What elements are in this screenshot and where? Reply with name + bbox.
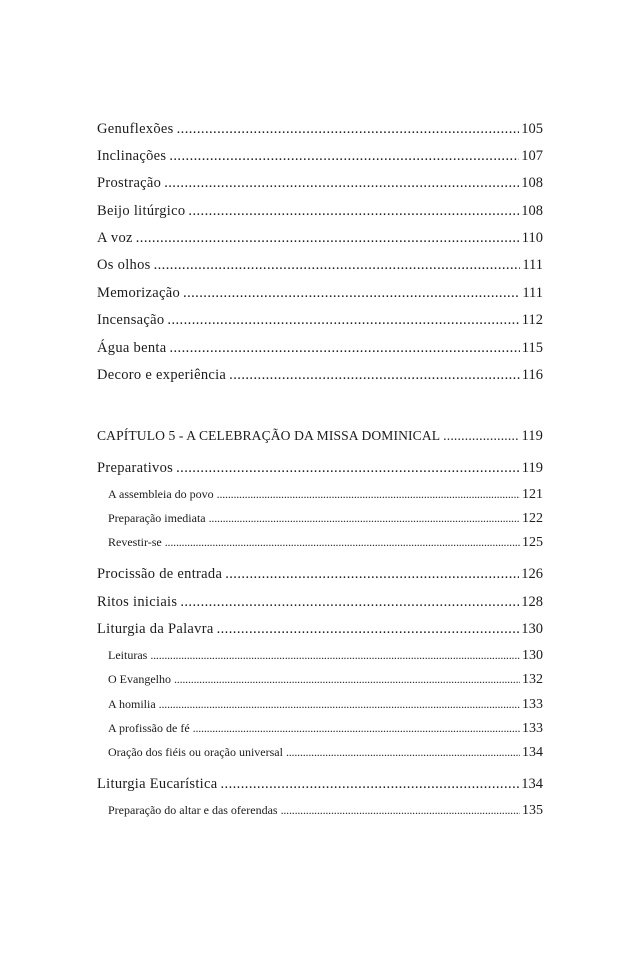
toc-subentry <box>97 511 543 527</box>
toc-subentry <box>97 535 543 551</box>
toc-subentry <box>97 721 543 737</box>
dot-leader <box>164 175 519 192</box>
dot-leader <box>154 257 521 274</box>
dot-leader <box>220 776 519 793</box>
toc-entry-page: 115 <box>521 340 543 356</box>
dot-leader <box>217 487 520 502</box>
toc-entry <box>97 594 543 611</box>
toc-entry-page: 112 <box>521 312 543 328</box>
toc-entry-title: Memorização <box>97 285 181 301</box>
toc-entry-title: Os olhos <box>97 257 151 273</box>
toc-entry-title: A assembleia do povo <box>108 487 214 501</box>
toc-entry-page: 126 <box>521 566 543 582</box>
toc-entry <box>97 776 543 793</box>
toc-entry-page: 134 <box>521 776 543 792</box>
toc-entry-page: 105 <box>521 121 543 137</box>
toc-entry-page: 108 <box>521 175 543 191</box>
toc-entry-title: Revestir-se <box>108 535 162 549</box>
toc-entry-title: Decoro e experiência <box>97 367 227 383</box>
toc-entry-page: 111 <box>522 285 543 301</box>
dot-leader <box>180 594 519 611</box>
toc-entry <box>97 460 543 477</box>
toc-entry-title: A profissão de fé <box>108 721 190 735</box>
toc-entry <box>97 203 543 220</box>
dot-leader <box>209 511 520 526</box>
chapter-title: CAPÍTULO 5 - A CELEBRAÇÃO DA MISSA DOMINICAL <box>97 428 441 443</box>
toc-entry-page: 119 <box>521 428 543 444</box>
toc-entry <box>97 121 543 138</box>
dot-leader <box>165 535 520 550</box>
toc-entry-page: 119 <box>521 460 543 476</box>
dot-leader <box>193 721 520 736</box>
toc-entry-title: Liturgia da Palavra <box>97 621 214 637</box>
dot-leader <box>286 745 520 760</box>
toc-entry-title: Incensação <box>97 312 165 328</box>
toc-entry-title: Preparação imediata <box>108 511 206 525</box>
dot-leader <box>225 566 519 583</box>
dot-leader <box>176 460 520 477</box>
toc-entry-title: Oração dos fiéis ou oração universal <box>108 745 283 759</box>
toc-subentry <box>97 487 543 503</box>
toc-entry-page: 111 <box>522 257 543 273</box>
toc-entry <box>97 312 543 329</box>
toc-entry <box>97 566 543 583</box>
toc-entry-title: Água benta <box>97 340 167 356</box>
toc-entry-title: Preparativos <box>97 460 174 476</box>
toc-entry-title: Beijo litúrgico <box>97 203 186 219</box>
toc-entry-title: Liturgia Eucarística <box>97 776 218 792</box>
toc-entry <box>97 285 543 302</box>
toc-entry-page: 107 <box>521 148 543 164</box>
dot-leader <box>169 148 519 165</box>
toc-entry <box>97 367 543 384</box>
chapter-heading <box>97 428 543 445</box>
toc-entry-page: 133 <box>522 697 543 712</box>
toc-subentry <box>97 745 543 761</box>
toc-entry-title: A voz <box>97 230 133 246</box>
toc-entry <box>97 257 543 274</box>
toc-entry-page: 121 <box>522 487 543 502</box>
toc-subentry <box>97 672 543 688</box>
toc-entry-page: 128 <box>521 594 543 610</box>
toc-entry-title: Leituras <box>108 648 148 662</box>
toc-entry <box>97 175 543 192</box>
dot-leader <box>136 230 520 247</box>
toc-entry <box>97 340 543 357</box>
toc-entry-page: 110 <box>521 230 543 246</box>
toc-entry-title: Preparação do altar e das oferendas <box>108 803 278 817</box>
dot-leader <box>150 648 520 663</box>
toc-entry-title: A homilia <box>108 697 156 711</box>
dot-leader <box>188 203 519 220</box>
toc-entry-title: O Evangelho <box>108 672 171 686</box>
toc-entry-page: 133 <box>522 721 543 736</box>
dot-leader <box>229 367 520 384</box>
toc-entry-page: 134 <box>522 745 543 760</box>
toc-entry-title: Genuflexões <box>97 121 174 137</box>
toc-entry-page: 108 <box>521 203 543 219</box>
toc-entry-page: 130 <box>522 648 543 663</box>
toc-entry-title: Prostração <box>97 175 162 191</box>
toc-subentry <box>97 648 543 664</box>
dot-leader <box>281 803 520 818</box>
toc-entry-title: Inclinações <box>97 148 167 164</box>
toc-entry-title: Procissão de entrada <box>97 566 223 582</box>
toc-entry-page: 132 <box>522 672 543 687</box>
toc-subentry <box>97 803 543 819</box>
dot-leader <box>159 697 520 712</box>
dot-leader <box>169 340 519 357</box>
toc-entry-page: 116 <box>521 367 543 383</box>
toc-subentry <box>97 697 543 713</box>
toc-entry-title: Ritos iniciais <box>97 594 178 610</box>
dot-leader <box>174 672 520 687</box>
toc-entry <box>97 230 543 247</box>
dot-leader <box>217 621 520 638</box>
dot-leader <box>177 121 520 138</box>
toc-entry-page: 122 <box>522 511 543 526</box>
toc-entry <box>97 621 543 638</box>
dot-leader <box>183 285 520 302</box>
toc-entry <box>97 148 543 165</box>
toc-entry-page: 135 <box>522 803 543 818</box>
dot-leader <box>443 428 519 444</box>
toc-entry-page: 130 <box>521 621 543 637</box>
dot-leader <box>167 312 519 329</box>
toc-entry-page: 125 <box>522 535 543 550</box>
